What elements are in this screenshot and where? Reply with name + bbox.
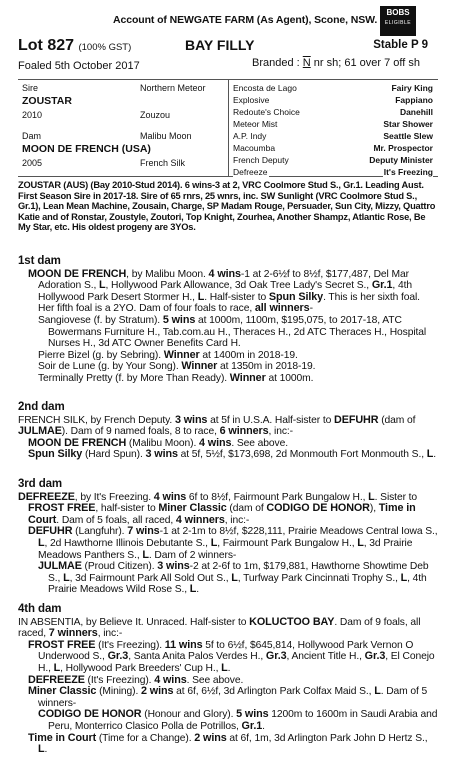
grandparent-row: Explosive Fappiano [233,95,433,105]
lot-number: Lot 827 (100% GST) [18,37,132,54]
second-dam-section [18,402,438,461]
grandparent-row: A.P. Indy Seattle Slew [233,131,433,141]
progeny-entry: FROST FREE (It's Freezing). 11 wins 5f to 6½f, $645,814, Hollywood Park Vernon O Underwood S., Gr.3, Santa Anita Palos Verdes H., Gr.3, Ancient Title H., Gr.3, El Conejo H., L, Hollywood Park Breeders' Cup H., L. [28,638,435,674]
logo-subtext: ELIGIBLE [384,20,412,26]
vendor-account: Account of NEWGATE FARM (As Agent), Scone, NSW. [113,14,378,26]
first-dam-heading: 1st dam [18,255,61,267]
third-dam-heading: 3rd dam [18,478,63,490]
sire-sire: Northern Meteor [140,83,206,93]
horse-description: BAY FILLY [185,37,255,53]
progeny-entry: Pierre Bizel (g. by Sebring). Winner at 1400m in 2018-19. [38,348,298,361]
first-dam-entry: MOON DE FRENCH, by Malibu Moon. 4 wins-1 at 2-6½f to 8½f, $177,487, Del Mar Adoration S., L, Hollywood Park Allowance, 3d Oak Tree Lady's Secret S., Gr.1, 4th Hollywood Park Desert Stormer H., L. Half-sister to Spun Silky. This is her sixth foal. Her fifth foal is a 2YO. Dam of four foals to race, all winners- [28,267,420,315]
logo-text: BOBS [386,8,410,17]
progeny-entry: Miner Classic (Mining). 2 wins at 6f, 6½f, 3d Arlington Park Colfax Maid S., L. Dam of 5 winners- [28,685,428,709]
grandparent-row: French Deputy Deputy Minister [233,155,433,165]
progeny-entry: MOON DE FRENCH (Malibu Moon). 4 wins. See above. [28,436,288,449]
grandparent-row: Redoute's Choice Danehill [233,107,433,117]
progeny-entry: JULMAE (Proud Citizen). 3 wins-2 at 2-6f to 1m, $179,881, Hawthorne Showtime Deb S., L, 3d Fairmount Park All Sold Out S., L, Turfway Park Cincinnati Trophy S., L, 4th Prairie Meadows Wild Rose S., L. [38,560,429,596]
progeny-entry: Soir de Lune (g. by Your Song). Winner at 1350m in 2018-19. [38,360,316,373]
dam-year: 2005 [22,158,43,168]
first-dam-section [18,256,438,385]
grandparent-row: Defreeze It's Freezing [233,167,433,177]
grandparent-row: Encosta de Lago Fairy King [233,83,433,93]
grandparent-row: Macoumba Mr. Prospector [233,143,433,153]
progeny-entry: Time in Court (Time for a Change). 2 wins at 6f, 1m, 3d Arlington Park John D Hertz S., L. [28,731,428,756]
dam-name: MOON DE FRENCH (USA) [22,143,151,155]
dam-dam: French Silk [140,158,186,168]
stable-number: Stable P 9 [373,39,428,51]
progeny-entry: DEFUHR (Langfuhr). 7 wins-1 at 2-1m to 8½f, $228,111, Prairie Meadows Central Iowa S., L, 2d Hawthorne Illinois Debutante S., L, Fairmount Park Bungalow H., L, 3d Prairie Meadows Panthers S., L. Dam of 2 winners- [28,525,438,561]
progeny-entry: CODIGO DE HONOR (Honour and Glory). 5 wins 1200m to 1600m in Saudi Arabia and Peru, Monterrico Clasico Polla de Potrillos, Gr.1. [38,708,438,732]
fourth-dam-section [18,604,438,756]
grandparent-row: Meteor Mist Star Shower [233,119,433,129]
pedigree-table [18,79,438,177]
sire-year: 2010 [22,110,43,120]
sire-name: ZOUSTAR [22,95,72,107]
dam-label: Dam [22,131,42,141]
gst-note: (100% GST) [78,42,132,53]
progeny-entry: Spun Silky (Hard Spun). 3 wins at 5f, 5½f, $173,698, 2d Monmouth Fort Monmouth S., L. [28,448,436,461]
second-dam-heading: 2nd dam [18,401,65,413]
third-dam-entry: DEFREEZE, by It's Freezing. 4 wins 6f to 8½f, Fairmount Park Bungalow H., L. Sister to FROST FREE, half-sister to Miner Classic (dam of CODIGO DE HONOR), Time in Court. Dam of 5 foals, all raced, 4 winners, inc:- [18,490,418,526]
progeny-entry: DEFREEZE (It's Freezing). 4 wins. See above. [28,673,244,686]
fourth-dam-heading: 4th dam [18,603,62,615]
second-dam-entry: FRENCH SILK, by French Deputy. 3 wins at 5f in U.S.A. Half-sister to DEFUHR (dam of JULMAE). Dam of 9 named foals, 8 to race, 6 winners, inc:- [18,413,416,438]
progeny-entry: Sangiovese (f. by Stratum). 5 wins at 1000m, 1100m, $195,075, to 2017-18, ATC Bowermans Furniture H., Tab.com.au H., Theraces H., 2d ATC Theraces H., Hospital Nurses H., 3d ATC Owner Benefits Card H. [38,313,427,350]
sire-label: Sire [22,83,39,93]
sire-summary: ZOUSTAR (AUS) (Bay 2010-Stud 2014). 6 wins-3 at 2, VRC Coolmore Stud S., Gr.1. Leading Aust. First Season Sire in 2017-18. Sire of 65 rnrs, 25 wnrs, inc. SW Sunlight (VRC Coolmore Stud S., Gr.1), Lean Mean Machine, Zousain, Charge, SP Madam Rouge, Persuader, Sun City, Mizzy, Quattro Katie and of Ronstar, Zoustyle, Zoutori, Top Knight, Zourhea, Another Shampz, Atlantic Rose, Be My Star, etc. His oldest progeny are 3YOs. [18,180,436,232]
bobs-eligible-logo [380,6,416,36]
sire-dam: Zouzou [140,110,171,120]
fourth-dam-entry: IN ABSENTIA, by Believe It. Unraced. Half-sister to KOLUCTOO BAY. Dam of 9 foals, all raced, 7 winners, inc:- [18,615,421,640]
pedigree-parents [18,80,229,176]
dam-sire: Malibu Moon [140,131,192,141]
brand-mark: N [302,57,311,69]
progeny-entry: Terminally Pretty (f. by More Than Ready). Winner at 1000m. [38,371,314,384]
foaled-date: Foaled 5th October 2017 [18,60,140,72]
brand-info: Branded : N nr sh; 61 over 7 off sh [252,57,420,69]
lot-header [18,37,428,55]
third-dam-section [18,479,438,596]
